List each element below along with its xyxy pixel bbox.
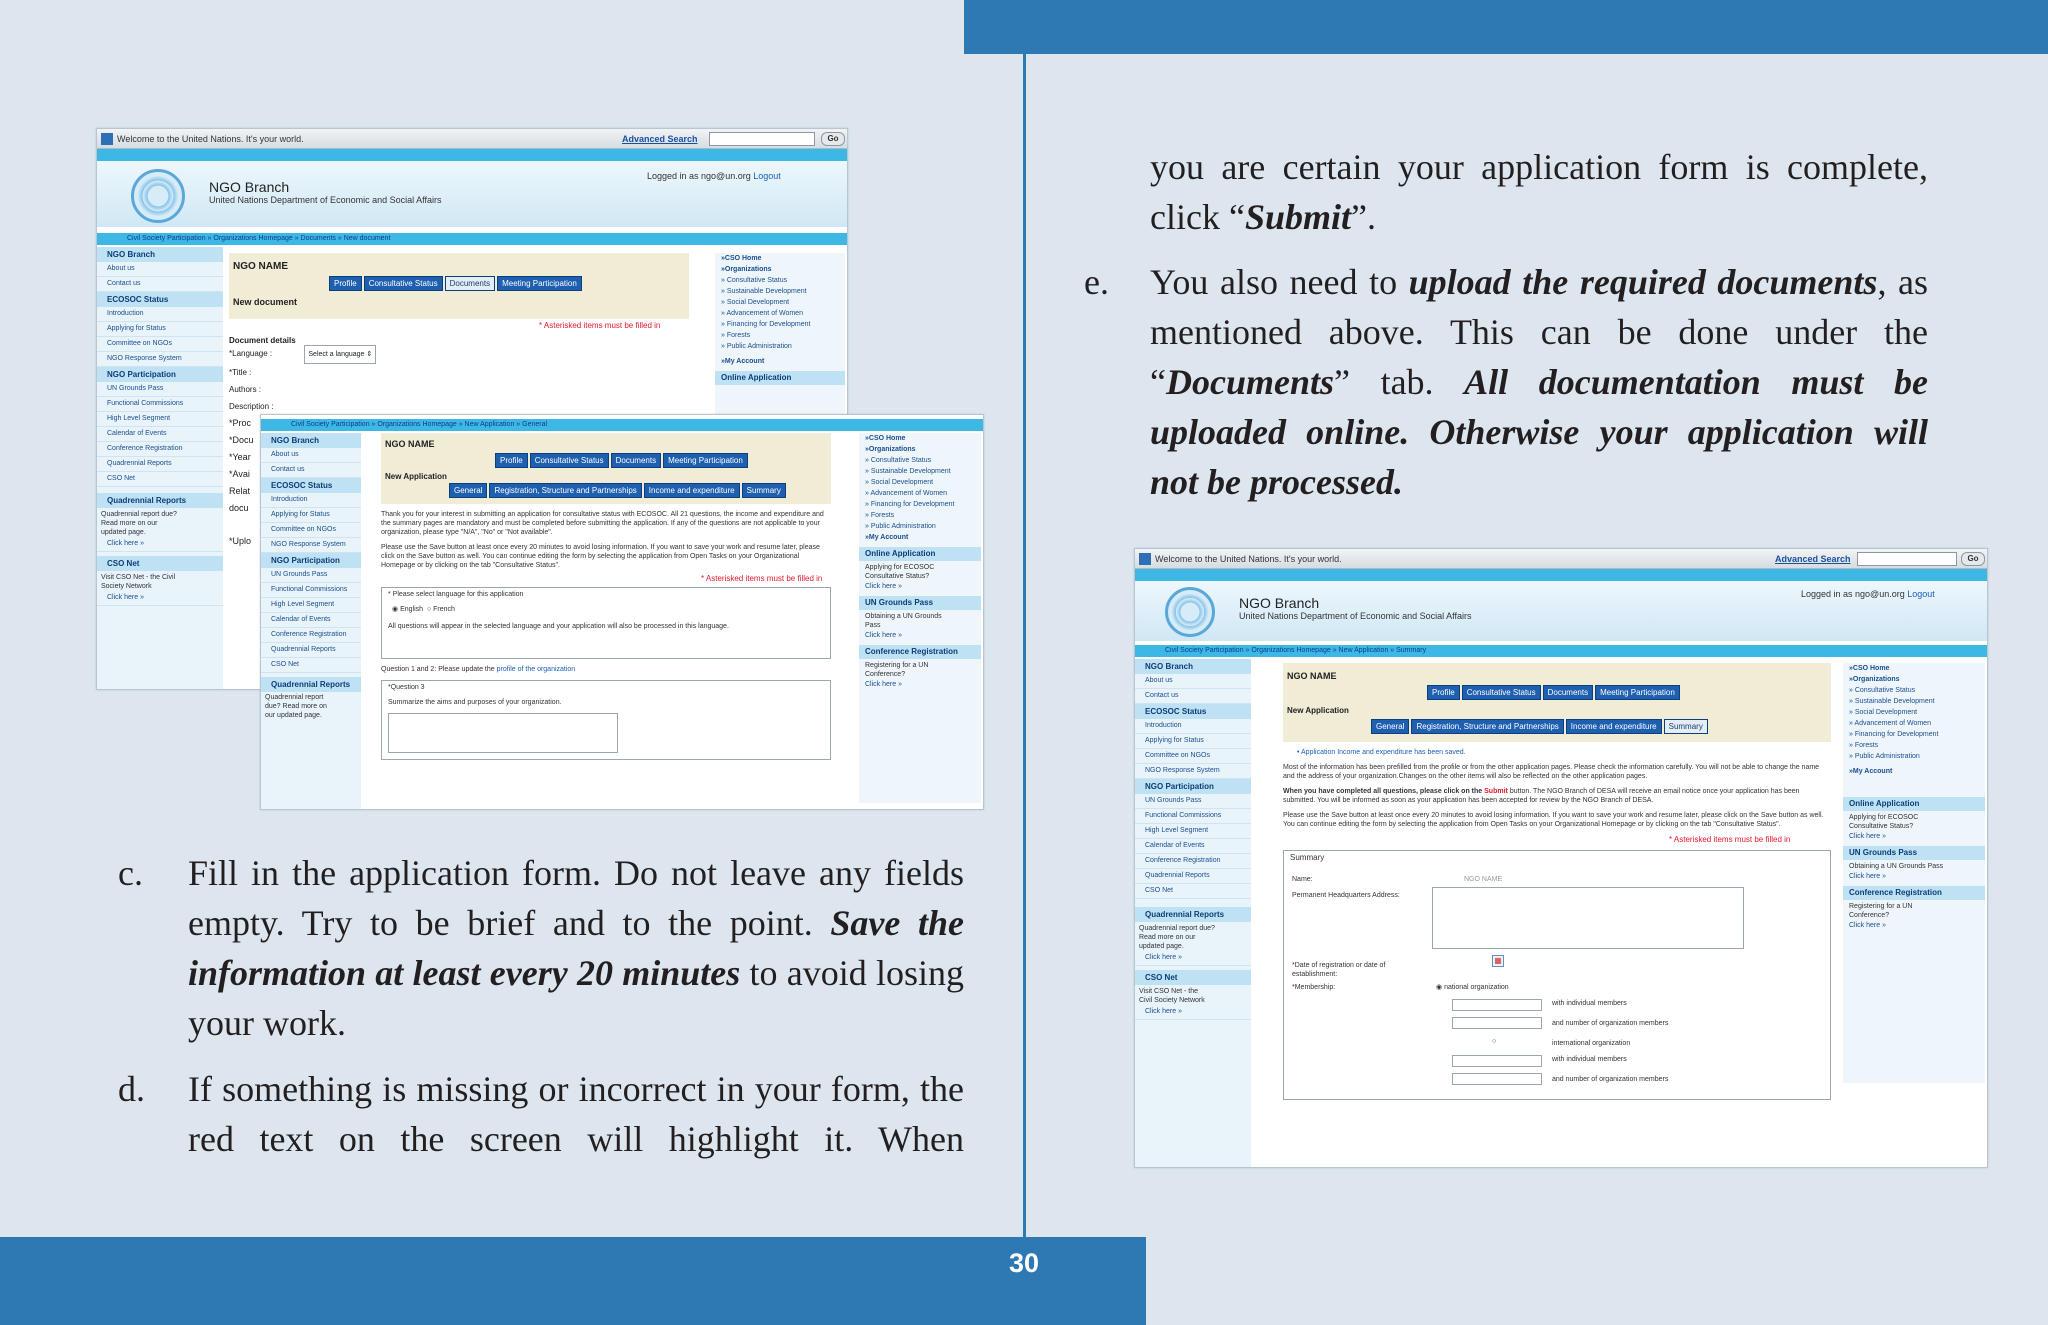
right-link[interactable]: »My Account [865, 534, 909, 541]
sidebar-item[interactable]: UN Grounds Pass [261, 568, 361, 583]
continued-text: you are certain your application form is complete, click “Submit”. [1150, 147, 1928, 237]
tab-profile[interactable]: Profile [495, 453, 528, 468]
page-number: 30 [1008, 1248, 1040, 1278]
field-label: Authors : [229, 385, 262, 394]
conf-reg-title: Conference Registration [859, 645, 981, 659]
click-here-link[interactable]: Click here » [1849, 873, 1886, 880]
tab-consultative-status[interactable]: Consultative Status [530, 453, 609, 468]
sidebar-item[interactable]: Conference Registration [261, 628, 361, 643]
tab-meeting-participation[interactable]: Meeting Participation [663, 453, 748, 468]
documents-emphasis: Documents [1165, 362, 1334, 402]
upload-emphasis: upload the required documents [1408, 262, 1878, 302]
tab-summary[interactable]: Summary [742, 483, 786, 498]
advanced-search-link[interactable]: Advanced Search [1775, 554, 1851, 564]
grounds-pass-text: Obtaining a UN Grounds Pass [1849, 863, 1944, 870]
sidebar-item[interactable]: About us [1135, 674, 1251, 689]
ngo-name: NGO NAME [233, 261, 288, 272]
sidebar-item[interactable]: Conference Registration [97, 442, 223, 457]
page-divider [1023, 0, 1026, 1237]
tab-summary[interactable]: Summary [1664, 719, 1708, 734]
right-link[interactable]: »My Account [1849, 768, 1893, 775]
un-flag-icon [101, 133, 113, 145]
tab-income[interactable]: Income and expenditure [1566, 719, 1662, 734]
language-question: * Please select language for this application [388, 591, 524, 598]
field-label: *Language : [229, 349, 273, 358]
right-link[interactable]: » Social Development [1849, 709, 1918, 716]
sidebar-item[interactable]: ECOSOC Status [97, 292, 223, 307]
ngo-name: NGO NAME [1287, 671, 1337, 681]
profile-tabs [495, 453, 827, 468]
sidebar-item[interactable]: About us [97, 262, 223, 277]
click-here-link[interactable]: Click here » [1849, 833, 1886, 840]
sidebar-item[interactable]: Calendar of Events [261, 613, 361, 628]
sidebar-item[interactable]: ECOSOC Status [261, 478, 361, 493]
intro-text: Thank you for your interest in submitting an application for consultative status with ECOSOC. All 21 questions, the income and expenditure and the summary pages are mandatory and must be completed before submitting the application. If any of the questions are not applicable to your organization, please type "N/A", "No" or "Not available". [381, 511, 824, 536]
right-link[interactable]: » Forests [721, 332, 751, 339]
click-here-link[interactable]: Click here » [97, 537, 223, 552]
logged-in-text: Logged in as ngo@un.org Logout [1801, 589, 1935, 599]
right-link[interactable]: » Advancement of Women [721, 310, 803, 317]
item-e-letter: e. [1084, 262, 1109, 302]
sidebar-item[interactable]: Committee on NGOs [261, 523, 361, 538]
sidebar-item[interactable]: Introduction [97, 307, 223, 322]
saved-message: • Application Income and expenditure has been saved. [1297, 749, 1466, 756]
tab-income[interactable]: Income and expenditure [644, 483, 740, 498]
question-3-fieldset [381, 680, 831, 760]
national-individual-count[interactable] [1452, 999, 1542, 1011]
conf-reg-text: Registering for a UN Conference? [1849, 903, 1913, 919]
sidebar-item[interactable]: ECOSOC Status [1135, 704, 1251, 719]
right-link[interactable]: »My Account [721, 358, 765, 365]
logout-link[interactable]: Logout [753, 171, 781, 181]
question-3-label: *Question 3 [388, 684, 425, 691]
right-link[interactable]: »Organizations [865, 446, 916, 453]
online-app-text: Applying for ECOSOC Consultative Status? [865, 564, 935, 580]
cso-title: CSO Net [1135, 970, 1251, 985]
sidebar-item[interactable]: NGO Response System [97, 352, 223, 367]
sidebar-item[interactable]: NGO Participation [97, 367, 223, 382]
date-label: *Date of registration or date of establishment: [1292, 962, 1386, 978]
online-app-title: Online Application [715, 371, 845, 385]
international-label: international organization [1552, 1040, 1631, 1047]
quad-text: Quadrennial report due? Read more on our updated page. [1139, 925, 1215, 950]
right-link[interactable]: » Advancement of Women [865, 490, 947, 497]
right-link[interactable]: »CSO Home [865, 435, 906, 442]
item-d-letter: d. [118, 1069, 145, 1109]
profile-link[interactable]: profile of the organization [496, 666, 576, 673]
tab-registration[interactable]: Registration, Structure and Partnerships [1411, 719, 1563, 734]
question-3-textarea[interactable] [388, 713, 618, 753]
item-c-text: Fill in the application form. Do not leave any fields empty. Try to be brief and to the point. Save the information at least every 20 minutes to avoid losing your work. [188, 853, 964, 1043]
sidebar [1135, 659, 1251, 1168]
hq-label: Permanent Headquarters Address: [1292, 892, 1400, 899]
screenshot-application-summary [1134, 548, 1988, 1168]
sidebar-item[interactable]: Contact us [1135, 689, 1251, 704]
sidebar-item[interactable]: About us [261, 448, 361, 463]
sidebar-item[interactable]: NGO Branch [261, 433, 361, 448]
sidebar-item[interactable]: High Level Segment [1135, 824, 1251, 839]
item-c-letter: c. [118, 853, 143, 893]
intl-org-count[interactable] [1452, 1073, 1542, 1085]
right-link[interactable]: » Forests [865, 512, 895, 519]
section-title: New document [233, 297, 298, 307]
obscured-labels: *Proc *Docu *Year *Avai Relat docu *Uplo [229, 418, 254, 546]
national-individual-label: with individual members [1552, 1000, 1627, 1007]
cso-text: Visit CSO Net - the Civil Society Network [1139, 988, 1205, 1004]
sidebar-item[interactable]: Contact us [97, 277, 223, 292]
right-link[interactable]: »CSO Home [1849, 665, 1890, 672]
national-radio[interactable]: ◉ national organization [1436, 984, 1509, 991]
hq-address-field[interactable] [1432, 887, 1744, 949]
online-app-title: Online Application [1843, 797, 1985, 811]
sidebar-item[interactable]: CSO Net [97, 472, 223, 487]
language-radios[interactable]: ◉ English ○ French [392, 606, 455, 613]
item-e-text: You also need to upload the required documents, as mentioned above. This can be done under the “Documents” tab. All documentation must be uploaded online. Otherwise your application will not be processed. [1150, 262, 1929, 502]
field-list [229, 345, 689, 415]
quad-text: Quadrennial report due? Read more on our updated page. [265, 694, 327, 719]
right-link[interactable]: » Sustainable Development [1849, 698, 1935, 705]
un-topbar [1135, 549, 1987, 569]
right-link[interactable]: » Social Development [721, 299, 790, 306]
save-note: Please use the Save button at least once every 20 minutes to avoid losing information. If you want to save your work and resume later, please click on the Save button as well. You can continue editing the form by selecting the application from Open Tasks on your Organizational Homepage or by clicking on the tab "Consultative Status". [381, 544, 820, 569]
brand-title: NGO Branch United Nations Department of Economic and Social Affairs [1239, 595, 1472, 621]
sidebar-item[interactable]: Applying for Status [97, 322, 223, 337]
sidebar-item[interactable]: NGO Branch [1135, 659, 1251, 674]
name-label: Name: [1292, 876, 1313, 883]
right-column [859, 433, 981, 803]
right-link[interactable]: »Organizations [721, 266, 772, 273]
application-tabs [1371, 719, 1827, 734]
sidebar-item[interactable]: Calendar of Events [1135, 839, 1251, 854]
logged-in-text: Logged in as ngo@un.org Logout [647, 171, 781, 181]
sidebar-item[interactable]: UN Grounds Pass [97, 382, 223, 397]
item-c-emphasis: Save the information at least every 20 minutes [188, 903, 964, 993]
tab-registration[interactable]: Registration, Structure and Partnerships [489, 483, 641, 498]
intl-individual-label: with individual members [1552, 1056, 1627, 1063]
brand-title: NGO Branch United Nations Department of Economic and Social Affairs [209, 179, 442, 205]
online-app-text: Applying for ECOSOC Consultative Status? [1849, 814, 1919, 830]
details-title: Document details [229, 336, 296, 345]
membership-label: *Membership: [1292, 984, 1336, 991]
go-button[interactable]: Go [821, 132, 845, 146]
sidebar-item[interactable]: NGO Branch [97, 247, 223, 262]
submit-paragraph: When you have completed all questions, please click on the Submit button. The NGO Branch of DESA will receive an email notice once your application has been submitted. You will be informed as soon as your application has been accepted for review by the NGO Branch of DESA. [1283, 788, 1800, 804]
grounds-pass-text: Obtaining a UN Grounds Pass [865, 613, 942, 629]
international-radio[interactable]: ○ [1492, 1038, 1497, 1045]
search-input[interactable] [1857, 552, 1957, 566]
right-link[interactable]: » Financing for Development [721, 321, 811, 328]
summary-fieldset [1283, 850, 1831, 1100]
right-link[interactable]: » Advancement of Women [1849, 720, 1931, 727]
field-label: *Title : [229, 368, 252, 377]
ngo-banner [1135, 581, 1987, 641]
tab-meeting-participation[interactable]: Meeting Participation [1595, 685, 1680, 700]
language-note: All questions will appear in the selected language and your application will also be processed in this language. [388, 623, 729, 630]
conf-reg-title: Conference Registration [1843, 886, 1985, 900]
right-link[interactable]: » Social Development [865, 479, 934, 486]
sidebar [261, 433, 361, 810]
grounds-pass-title: UN Grounds Pass [1843, 846, 1985, 860]
intl-individual-count[interactable] [1452, 1055, 1542, 1067]
click-here-link[interactable]: Click here » [1849, 922, 1886, 929]
intl-org-label: and number of organization members [1552, 1076, 1669, 1083]
section-title: New Application [385, 472, 447, 481]
welcome-text: Welcome to the United Nations. It's your world. [117, 134, 304, 144]
tab-documents[interactable]: Documents [445, 276, 495, 291]
quad-text: Quadrennial report due? Read more on our updated page. [101, 511, 177, 536]
language-select[interactable]: Select a language ⇕ [304, 345, 376, 364]
logout-link[interactable]: Logout [1907, 589, 1935, 599]
summary-legend: Summary [1290, 853, 1325, 862]
un-emblem-icon [131, 169, 185, 223]
sidebar-item[interactable]: Introduction [261, 493, 361, 508]
un-emblem-icon [1165, 587, 1215, 637]
right-link[interactable]: » Public Administration [865, 523, 936, 530]
cso-title: CSO Net [97, 556, 223, 571]
click-here-link[interactable]: Click here » [97, 591, 223, 606]
welcome-text: Welcome to the United Nations. It's your world. [1155, 554, 1342, 564]
sidebar-item[interactable]: Introduction [1135, 719, 1251, 734]
sidebar-item[interactable]: UN Grounds Pass [1135, 794, 1251, 809]
sidebar [97, 247, 223, 690]
profile-tabs [329, 276, 689, 291]
un-flag-icon [1139, 553, 1151, 565]
required-note: * Asterisked items must be filled in [701, 574, 823, 583]
right-link[interactable]: »CSO Home [721, 255, 762, 262]
tab-consultative-status[interactable]: Consultative Status [1462, 685, 1541, 700]
cso-text: Visit CSO Net - the Civil Society Network [101, 574, 176, 590]
right-link[interactable]: » Public Administration [1849, 753, 1920, 760]
sidebar-item[interactable]: Committee on NGOs [97, 337, 223, 352]
click-here-link[interactable]: Click here » [865, 583, 902, 590]
right-link[interactable]: » Consultative Status [1849, 687, 1916, 694]
right-column [1843, 663, 1985, 1083]
profile-tabs [1427, 685, 1827, 700]
info-paragraph: Most of the information has been prefilled from the profile or from the other application pages. Please check the information carefully. You will not be able to change the name and the address of your organization.Changes on the other items will also be reflected on the other application pages. [1283, 764, 1820, 780]
sidebar-item[interactable]: Functional Commissions [97, 397, 223, 412]
national-org-label: and number of organization members [1552, 1020, 1669, 1027]
sidebar-item[interactable]: CSO Net [261, 658, 361, 673]
conf-reg-text: Registering for a UN Conference? [865, 662, 929, 678]
header-stripe [1135, 569, 1987, 581]
section-title: New Application [1287, 706, 1349, 715]
tab-meeting-participation[interactable]: Meeting Participation [497, 276, 582, 291]
tab-general[interactable]: General [1371, 719, 1409, 734]
question-3-text: Summarize the aims and purposes of your organization. [388, 699, 562, 706]
search-input[interactable] [709, 132, 815, 146]
sidebar-item[interactable]: Contact us [261, 463, 361, 478]
question-1-2: Question 1 and 2: Please update the profile of the organization [381, 666, 576, 673]
quad-title: Quadrennial Reports [261, 677, 361, 692]
ngo-banner [97, 161, 847, 227]
quad-title: Quadrennial Reports [1135, 907, 1251, 922]
ngo-name: NGO NAME [385, 439, 435, 449]
sidebar-item[interactable]: NGO Participation [261, 553, 361, 568]
online-app-title: Online Application [859, 547, 981, 561]
click-here-link[interactable]: Click here » [1135, 1005, 1251, 1020]
screenshot-application-general [260, 414, 984, 810]
header-stripe [97, 149, 847, 161]
click-here-link[interactable]: Click here » [865, 632, 902, 639]
main-content [1283, 663, 1831, 1100]
right-link[interactable]: » Consultative Status [721, 277, 788, 284]
field-label: Description : [229, 402, 274, 411]
item-d-text: If something is missing or incorrect in your form, the red text on the screen will highlight it. When [188, 1069, 964, 1159]
sidebar-item[interactable]: Quadrennial Reports [261, 643, 361, 658]
national-org-count[interactable] [1452, 1017, 1542, 1029]
grounds-pass-title: UN Grounds Pass [859, 596, 981, 610]
calendar-icon[interactable]: ▦ [1492, 955, 1504, 967]
breadcrumb: Civil Society Participation » Organizations Homepage » Documents » New document [97, 233, 847, 245]
submit-link[interactable]: Submit [1484, 788, 1508, 795]
sidebar-item[interactable]: Conference Registration [1135, 854, 1251, 869]
right-link[interactable]: » Financing for Development [865, 501, 955, 508]
sidebar-item[interactable]: NGO Participation [1135, 779, 1251, 794]
advanced-search-link[interactable]: Advanced Search [622, 134, 698, 144]
language-fieldset [381, 587, 831, 659]
right-link[interactable]: » Public Administration [721, 343, 792, 350]
main-content [381, 433, 831, 760]
sidebar-item[interactable]: Committee on NGOs [1135, 749, 1251, 764]
sidebar-item[interactable]: Functional Commissions [261, 583, 361, 598]
right-link[interactable]: » Sustainable Development [865, 468, 951, 475]
right-link[interactable]: »Organizations [1849, 676, 1900, 683]
tab-profile[interactable]: Profile [1427, 685, 1460, 700]
sidebar-item[interactable]: Applying for Status [261, 508, 361, 523]
tab-profile[interactable]: Profile [329, 276, 362, 291]
sidebar-item[interactable]: High Level Segment [261, 598, 361, 613]
right-link[interactable]: » Sustainable Development [721, 288, 807, 295]
application-tabs [449, 483, 827, 498]
tab-documents[interactable]: Documents [1543, 685, 1593, 700]
top-color-band [964, 0, 2048, 54]
sidebar-item[interactable]: NGO Response System [261, 538, 361, 553]
tab-general[interactable]: General [449, 483, 487, 498]
breadcrumb: Civil Society Participation » Organizations Homepage » New Application » General [261, 419, 983, 431]
sidebar-item[interactable]: Functional Commissions [1135, 809, 1251, 824]
required-note: * Asterisked items must be filled in [1669, 835, 1791, 844]
sidebar-item[interactable]: NGO Response System [1135, 764, 1251, 779]
right-link[interactable]: » Consultative Status [865, 457, 932, 464]
un-topbar [97, 129, 847, 149]
sidebar-item[interactable]: CSO Net [1135, 884, 1251, 899]
breadcrumb: Civil Society Participation » Organizations Homepage » New Application » Summary [1135, 645, 1987, 657]
sidebar-item[interactable]: Quadrennial Reports [97, 457, 223, 472]
sidebar-item[interactable]: Quadrennial Reports [1135, 869, 1251, 884]
quad-title: Quadrennial Reports [97, 493, 223, 508]
save-note: Please use the Save button at least once every 20 minutes to avoid losing information. If you want to save your work and resume later, please click on the Save button as well. You can continue editing the form by selecting the application from Open Tasks on your Organizational Homepage or by clicking on the tab "Consultative Status". [1283, 812, 1824, 828]
click-here-link[interactable]: Click here » [1135, 951, 1251, 966]
warning-emphasis: All documentation must be uploaded online. Otherwise your application will not be processed. [1150, 362, 1928, 502]
click-here-link[interactable]: Click here » [865, 681, 902, 688]
submit-emphasis: Submit [1244, 197, 1352, 237]
sidebar-item[interactable]: High Level Segment [97, 412, 223, 427]
go-button[interactable]: Go [1961, 552, 1985, 566]
sidebar-item[interactable]: Calendar of Events [97, 427, 223, 442]
tab-documents[interactable]: Documents [611, 453, 661, 468]
sidebar-item[interactable]: Applying for Status [1135, 734, 1251, 749]
right-link[interactable]: » Forests [1849, 742, 1879, 749]
tab-consultative-status[interactable]: Consultative Status [364, 276, 443, 291]
required-note: * Asterisked items must be filled in [539, 321, 661, 330]
right-link[interactable]: » Financing for Development [1849, 731, 1939, 738]
name-value: NGO NAME [1464, 876, 1503, 883]
